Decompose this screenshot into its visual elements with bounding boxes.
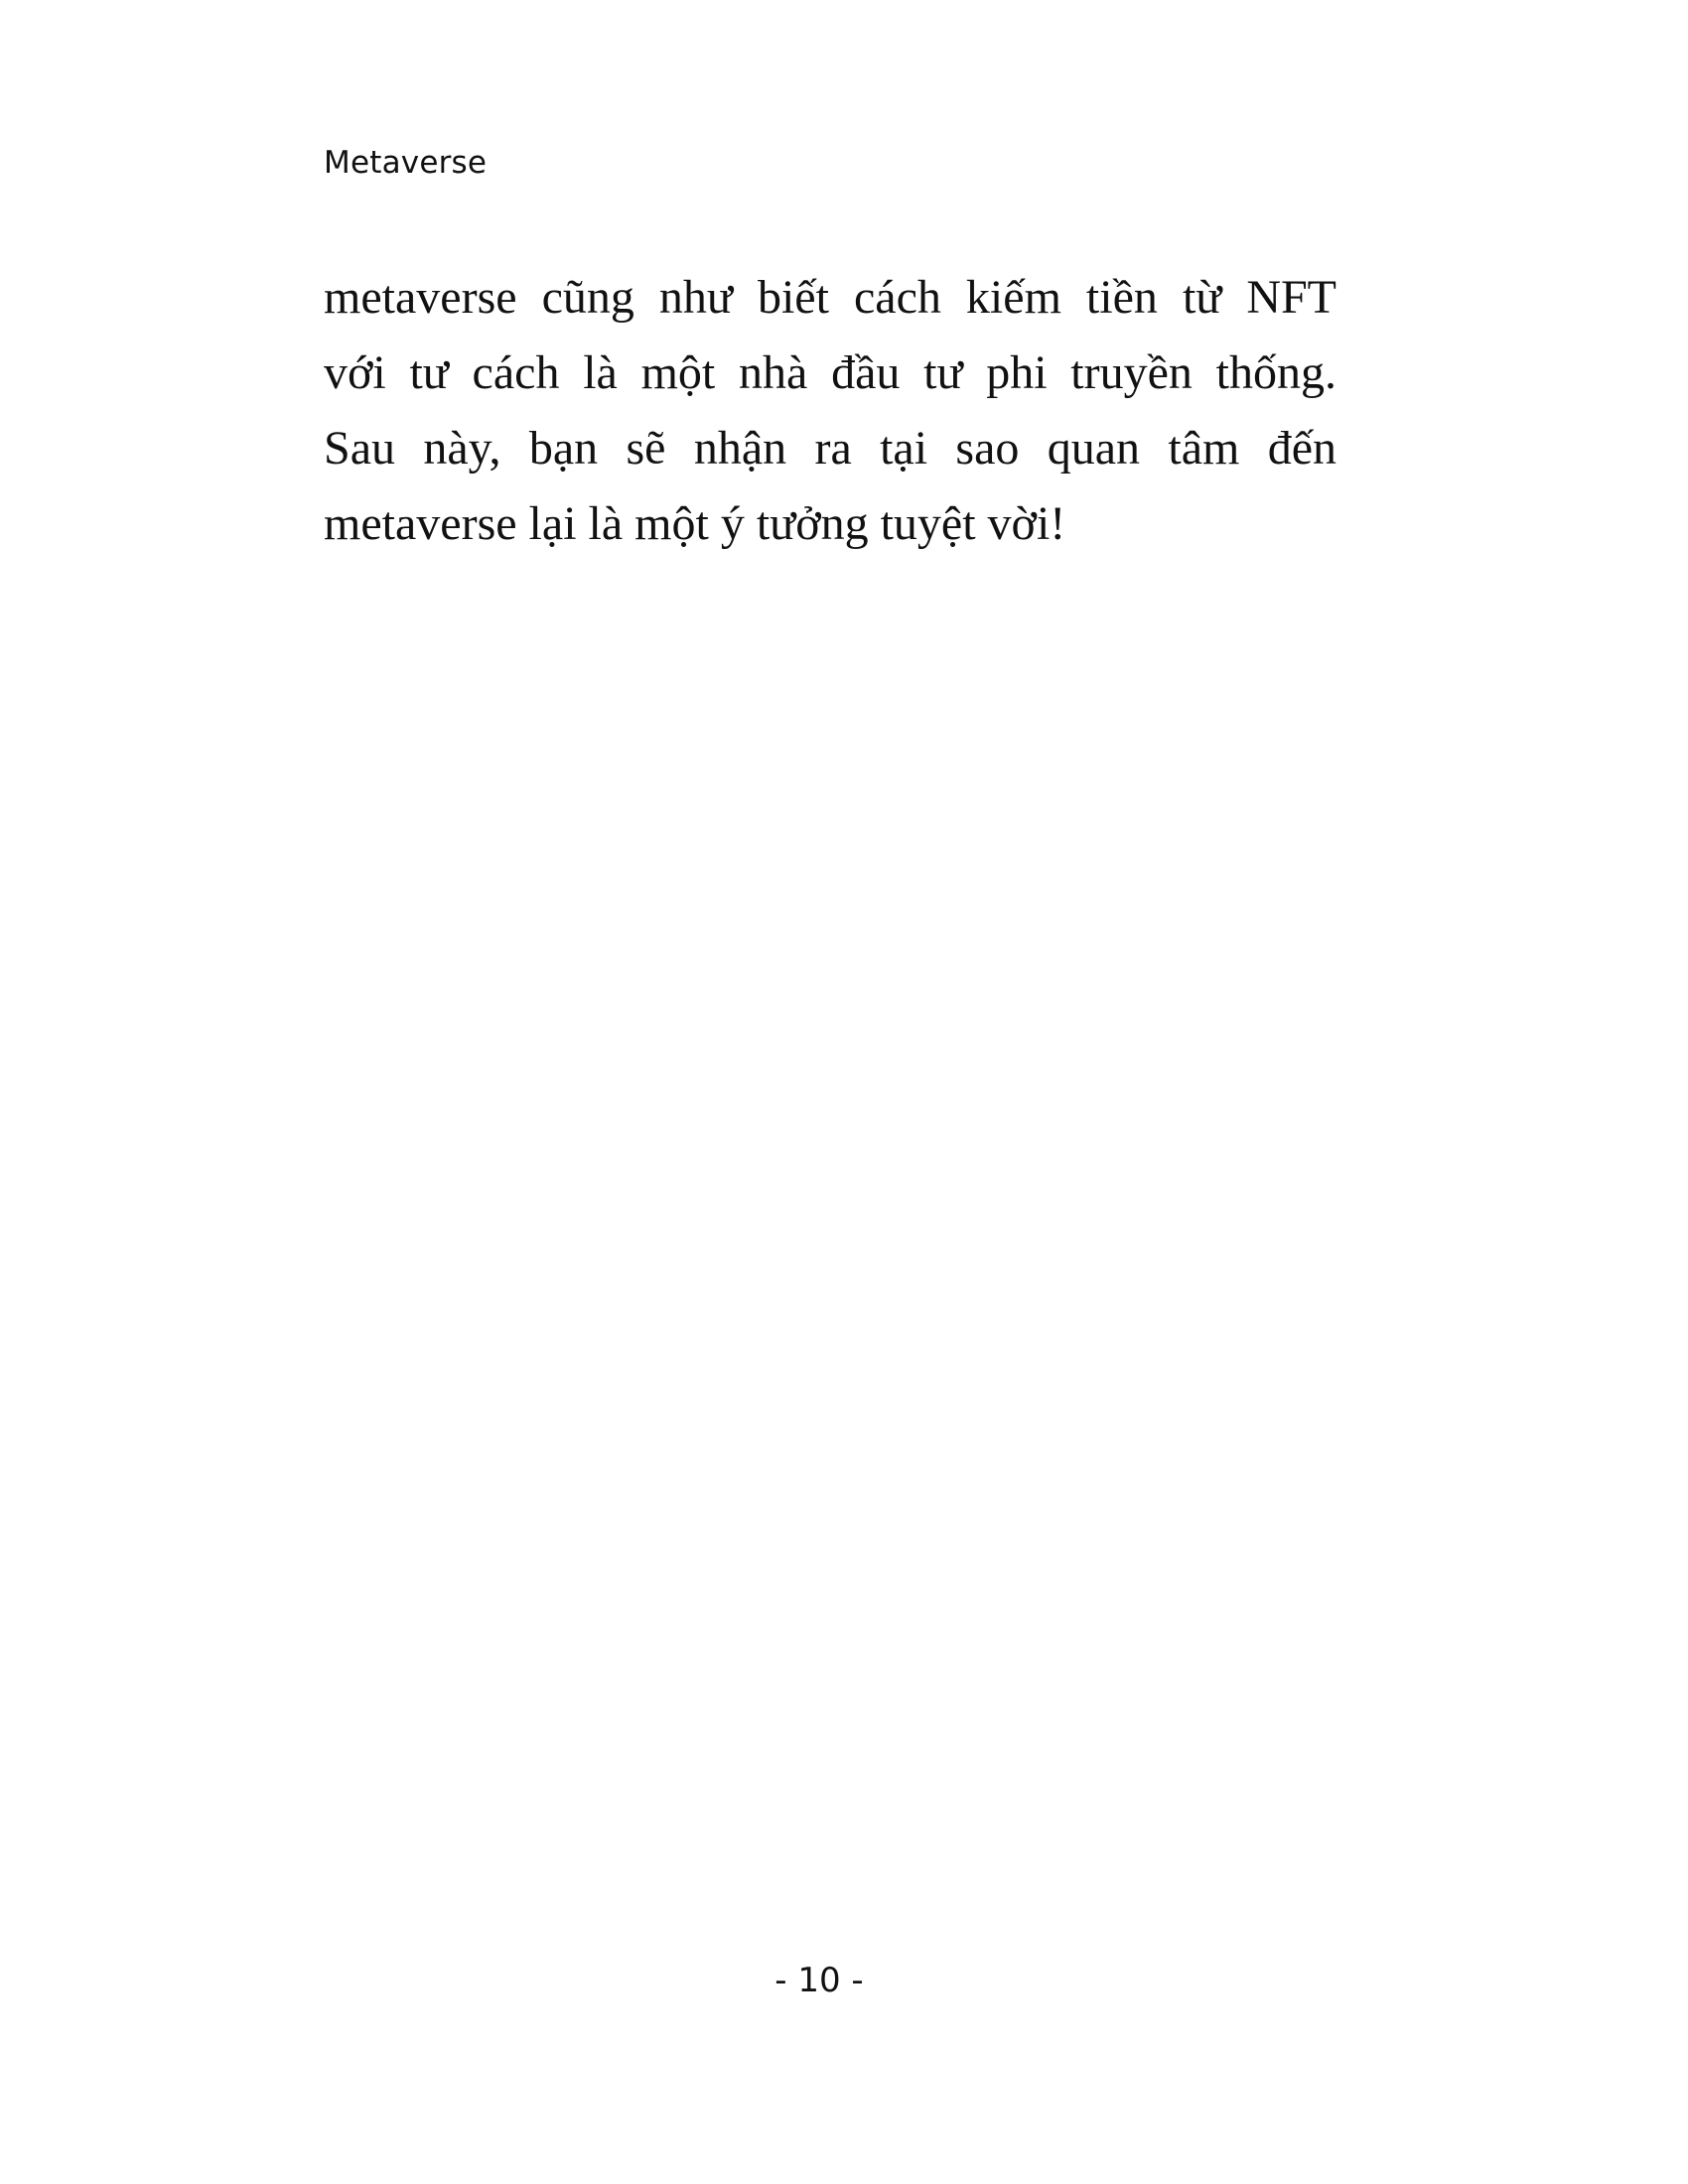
paragraph-line: metaverse cũng như biết cách kiếm tiền từ NFT [324, 271, 1336, 324]
running-header-title: Metaverse [324, 145, 488, 181]
paragraph-line: Sau này, bạn sẽ nhận ra tại sao quan tâm đến [324, 422, 1336, 475]
paragraph-line: với tư cách là một nhà đầu tư phi truyền thống. [324, 346, 1336, 399]
page-number: - 10 - [774, 1961, 864, 2000]
body-paragraph [324, 260, 1336, 562]
paragraph-line: metaverse lại là một ý tưởng tuyệt vời! [324, 497, 1066, 550]
